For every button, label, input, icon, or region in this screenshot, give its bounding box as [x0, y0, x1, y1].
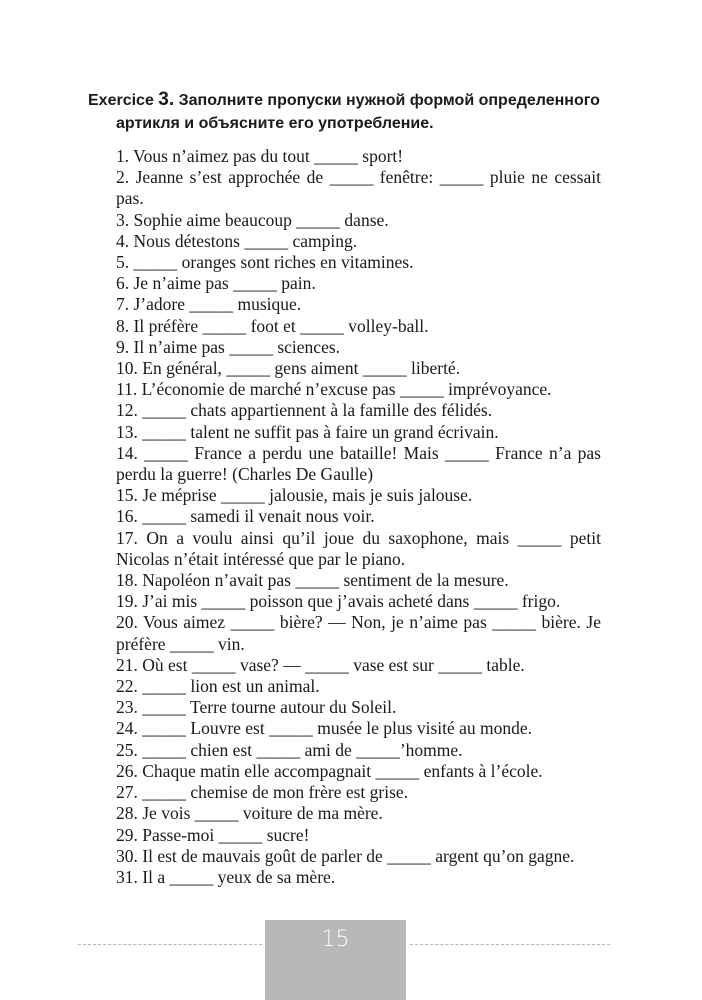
- exercise-item: 3. Sophie aime beaucoup _____ danse.: [116, 209, 389, 230]
- exercise-heading: [88, 88, 648, 135]
- exercise-item: 14. _____ France a perdu une bataille! Mais _____ France n’a pas perdu la guerre! (Charles De Gaulle): [116, 442, 601, 485]
- exercise-item: 24. _____ Louvre est _____ musée le plus visité au monde.: [116, 718, 533, 739]
- exercise-item: 12. _____ chats appartiennent à la famille des félidés.: [116, 400, 493, 421]
- exercise-heading-line1: [88, 88, 648, 112]
- exercise-item: 19. J’ai mis _____ poisson que j’avais acheté dans _____ frigo.: [116, 591, 561, 612]
- footer-divider-left: [78, 944, 262, 945]
- page-number-box: [265, 920, 406, 1000]
- exercise-item: 28. Je vois _____ voiture de ma mère.: [116, 803, 383, 824]
- exercise-item: 2. Jeanne s’est approchée de _____ fenêtre: _____ pluie ne cessait pas.: [116, 167, 601, 209]
- exercise-item: 8. Il préfère _____ foot et _____ volley-ball.: [116, 315, 429, 336]
- exercise-item: 15. Je méprise _____ jalousie, mais je suis jalouse.: [116, 485, 473, 506]
- exercise-item: 13. _____ talent ne suffit pas à faire un grand écrivain.: [116, 421, 499, 442]
- exercise-label: Exercice: [88, 92, 154, 109]
- exercise-item: 31. Il a _____ yeux de sa mère.: [116, 866, 336, 887]
- exercise-item: 30. Il est de mauvais goût de parler de _____ argent qu’on gagne.: [116, 845, 575, 866]
- exercise-item: 26. Chaque matin elle accompagnait _____ enfants à l’école.: [116, 760, 543, 781]
- footer-divider-right: [410, 944, 610, 945]
- exercise-item: 20. Vous aimez _____ bière? — Non, je n’aime pas _____ bière. Je préfère _____ vin.: [116, 612, 601, 654]
- exercise-item: 23. _____ Terre tourne autour du Soleil.: [116, 697, 397, 718]
- exercise-item: 16. _____ samedi il venait nous voir.: [116, 506, 375, 527]
- exercise-item: 1. Vous n’aimez pas du tout _____ sport!: [116, 146, 404, 166]
- page-number: 15: [321, 927, 350, 952]
- exercise-item: 29. Passe-moi _____ sucre!: [116, 824, 310, 845]
- exercise-item: 25. _____ chien est _____ ami de _____’homme.: [116, 739, 463, 760]
- exercise-item: 5. _____ oranges sont riches en vitamines.: [116, 252, 414, 273]
- exercise-item: 21. Où est _____ vase? — _____ vase est sur _____ table.: [116, 654, 525, 675]
- exercise-instruction-line2: артикля и объясните его употребление.: [116, 115, 434, 132]
- exercise-item: 4. Nous détestons _____ camping.: [116, 230, 358, 251]
- exercise-item: 9. Il n’aime pas _____ sciences.: [116, 336, 341, 357]
- exercise-item: 22. _____ lion est un animal.: [116, 676, 320, 697]
- exercise-list: [116, 146, 601, 888]
- exercise-number: 3.: [158, 89, 175, 110]
- exercise-item: 11. L’économie de marché n’excuse pas _____ imprévoyance.: [116, 379, 552, 400]
- exercise-item: 6. Je n’aime pas _____ pain.: [116, 273, 316, 294]
- exercise-instruction-line1: Заполните пропуски нужной формой определенного: [178, 92, 600, 109]
- exercise-item: 27. _____ chemise de mon frère est grise.: [116, 782, 409, 803]
- exercise-item: 17. On a voulu ainsi qu’il joue du saxophone, mais _____ petit Nicolas n’était intéressé que par le piano.: [116, 527, 601, 569]
- exercise-item: 7. J’adore _____ musique.: [116, 294, 302, 315]
- exercise-item: 18. Napoléon n’avait pas _____ sentiment de la mesure.: [116, 570, 509, 591]
- exercise-item: 10. En général, _____ gens aiment _____ liberté.: [116, 358, 461, 379]
